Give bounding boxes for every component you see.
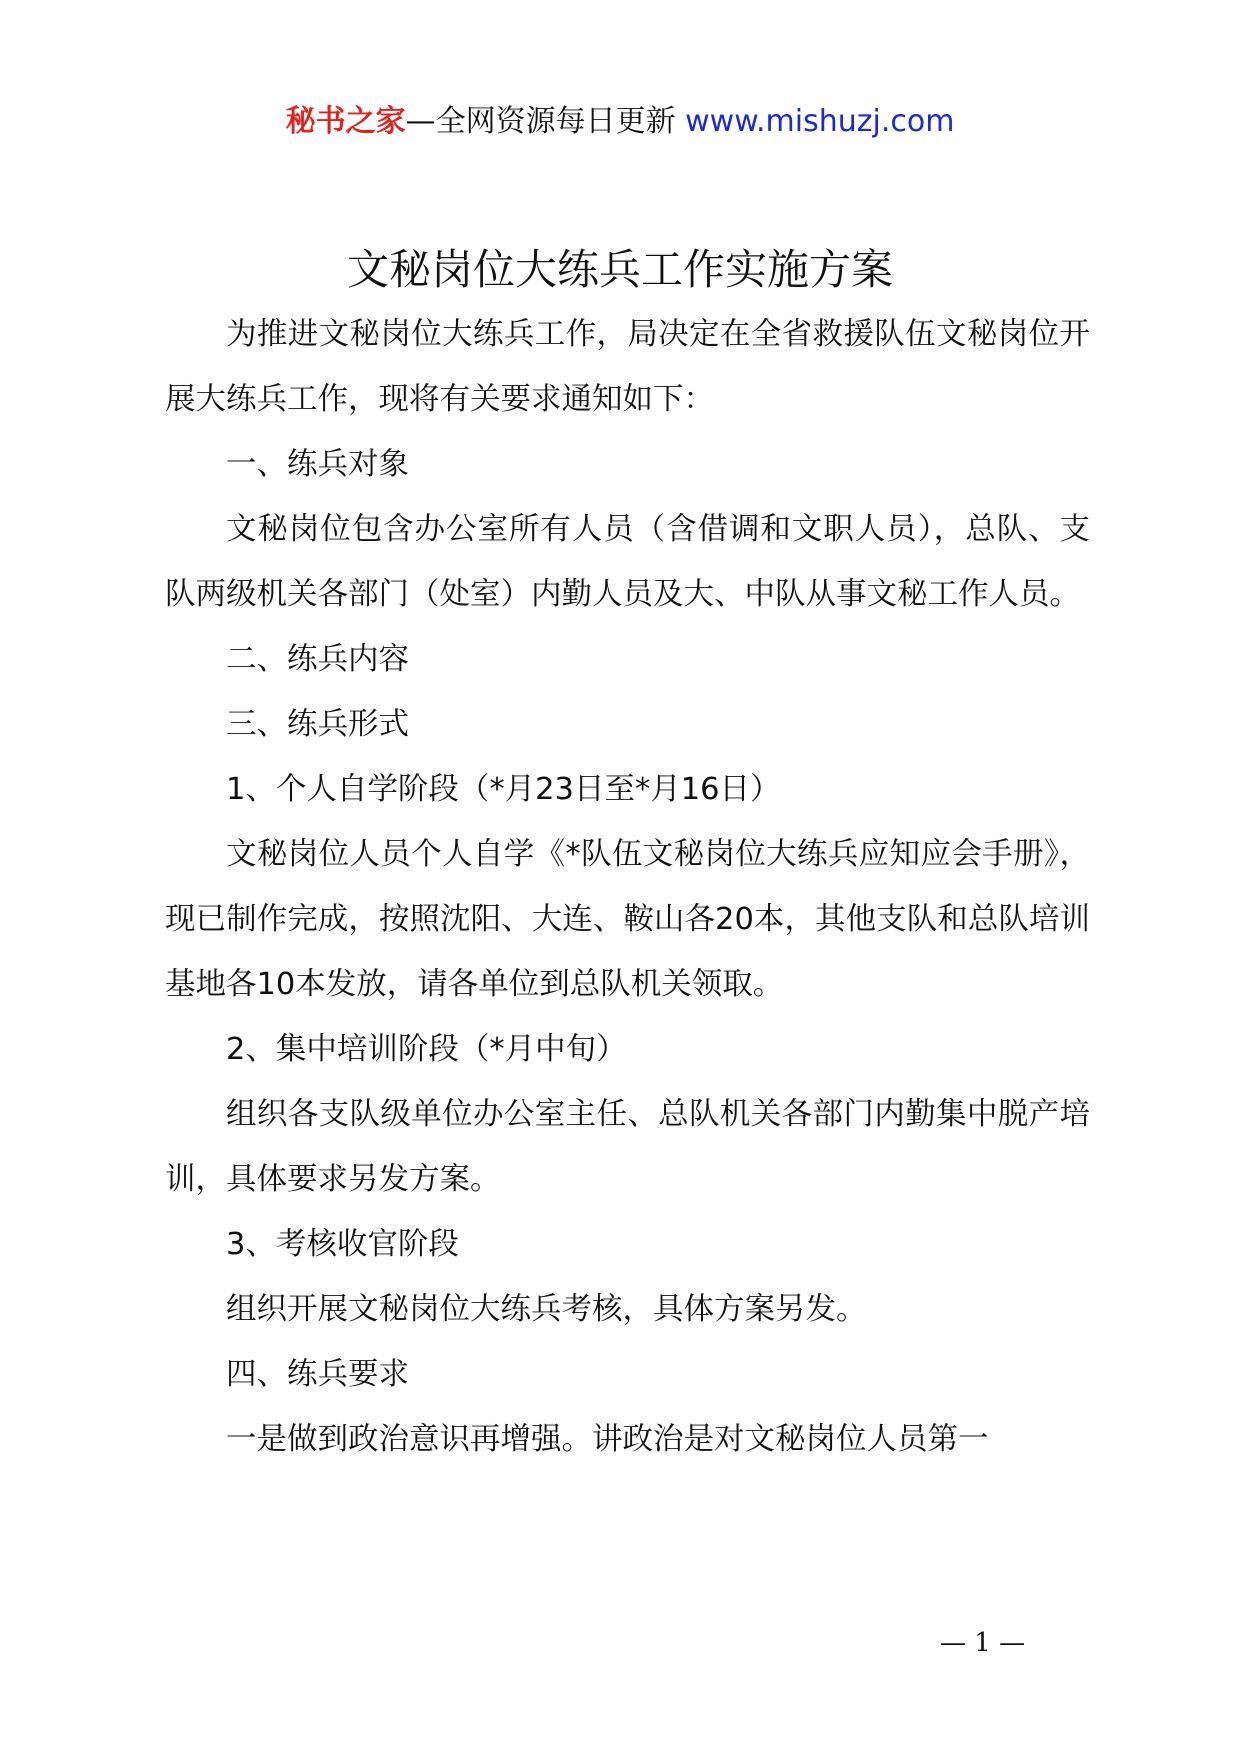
targets-paragraph: 文秘岗位包含办公室所有人员（含借调和文职人员），总队、支队两级机关各部门（处室）内勤人员及大、中队从事文秘工作人员。	[165, 512, 1090, 612]
stage-1-heading: 1、个人自学阶段（*月23日至*月16日）	[226, 772, 781, 807]
section-heading-format: 三、练兵形式	[226, 707, 409, 742]
page-number: — 1 —	[940, 1628, 1026, 1658]
site-url-link[interactable]: www.mishuzj.com	[685, 104, 955, 139]
section-heading-requirements: 四、练兵要求	[226, 1357, 409, 1392]
site-slogan: —全网资源每日更新	[405, 104, 686, 139]
stage-2-paragraph: 组织各支队级单位办公室主任、总队机关各部门内勤集中脱产培训，具体要求另发方案。	[165, 1097, 1090, 1197]
requirement-1-paragraph: 一是做到政治意识再增强。讲政治是对文秘岗位人员第一	[226, 1422, 989, 1457]
section-heading-targets: 一、练兵对象	[226, 447, 409, 482]
site-brand: 秘书之家	[285, 104, 406, 139]
section-heading-content: 二、练兵内容	[226, 642, 409, 677]
document-title: 文秘岗位大练兵工作实施方案	[346, 245, 893, 294]
intro-paragraph: 为推进文秘岗位大练兵工作，局决定在全省救援队伍文秘岗位开展大练兵工作，现将有关要求通知如下：	[165, 317, 1090, 417]
site-header	[0, 100, 1240, 144]
stage-3-paragraph: 组织开展文秘岗位大练兵考核，具体方案另发。	[226, 1292, 867, 1327]
stage-3-heading: 3、考核收官阶段	[226, 1227, 459, 1262]
document-body	[165, 302, 1090, 1472]
stage-2-heading: 2、集中培训阶段（*月中旬）	[226, 1032, 627, 1067]
stage-1-paragraph: 文秘岗位人员个人自学《*队伍文秘岗位大练兵应知应会手册》，现已制作完成，按照沈阳、大连、鞍山各20本，其他支队和总队培训基地各10本发放，请各单位到总队机关领取。	[165, 837, 1090, 1002]
